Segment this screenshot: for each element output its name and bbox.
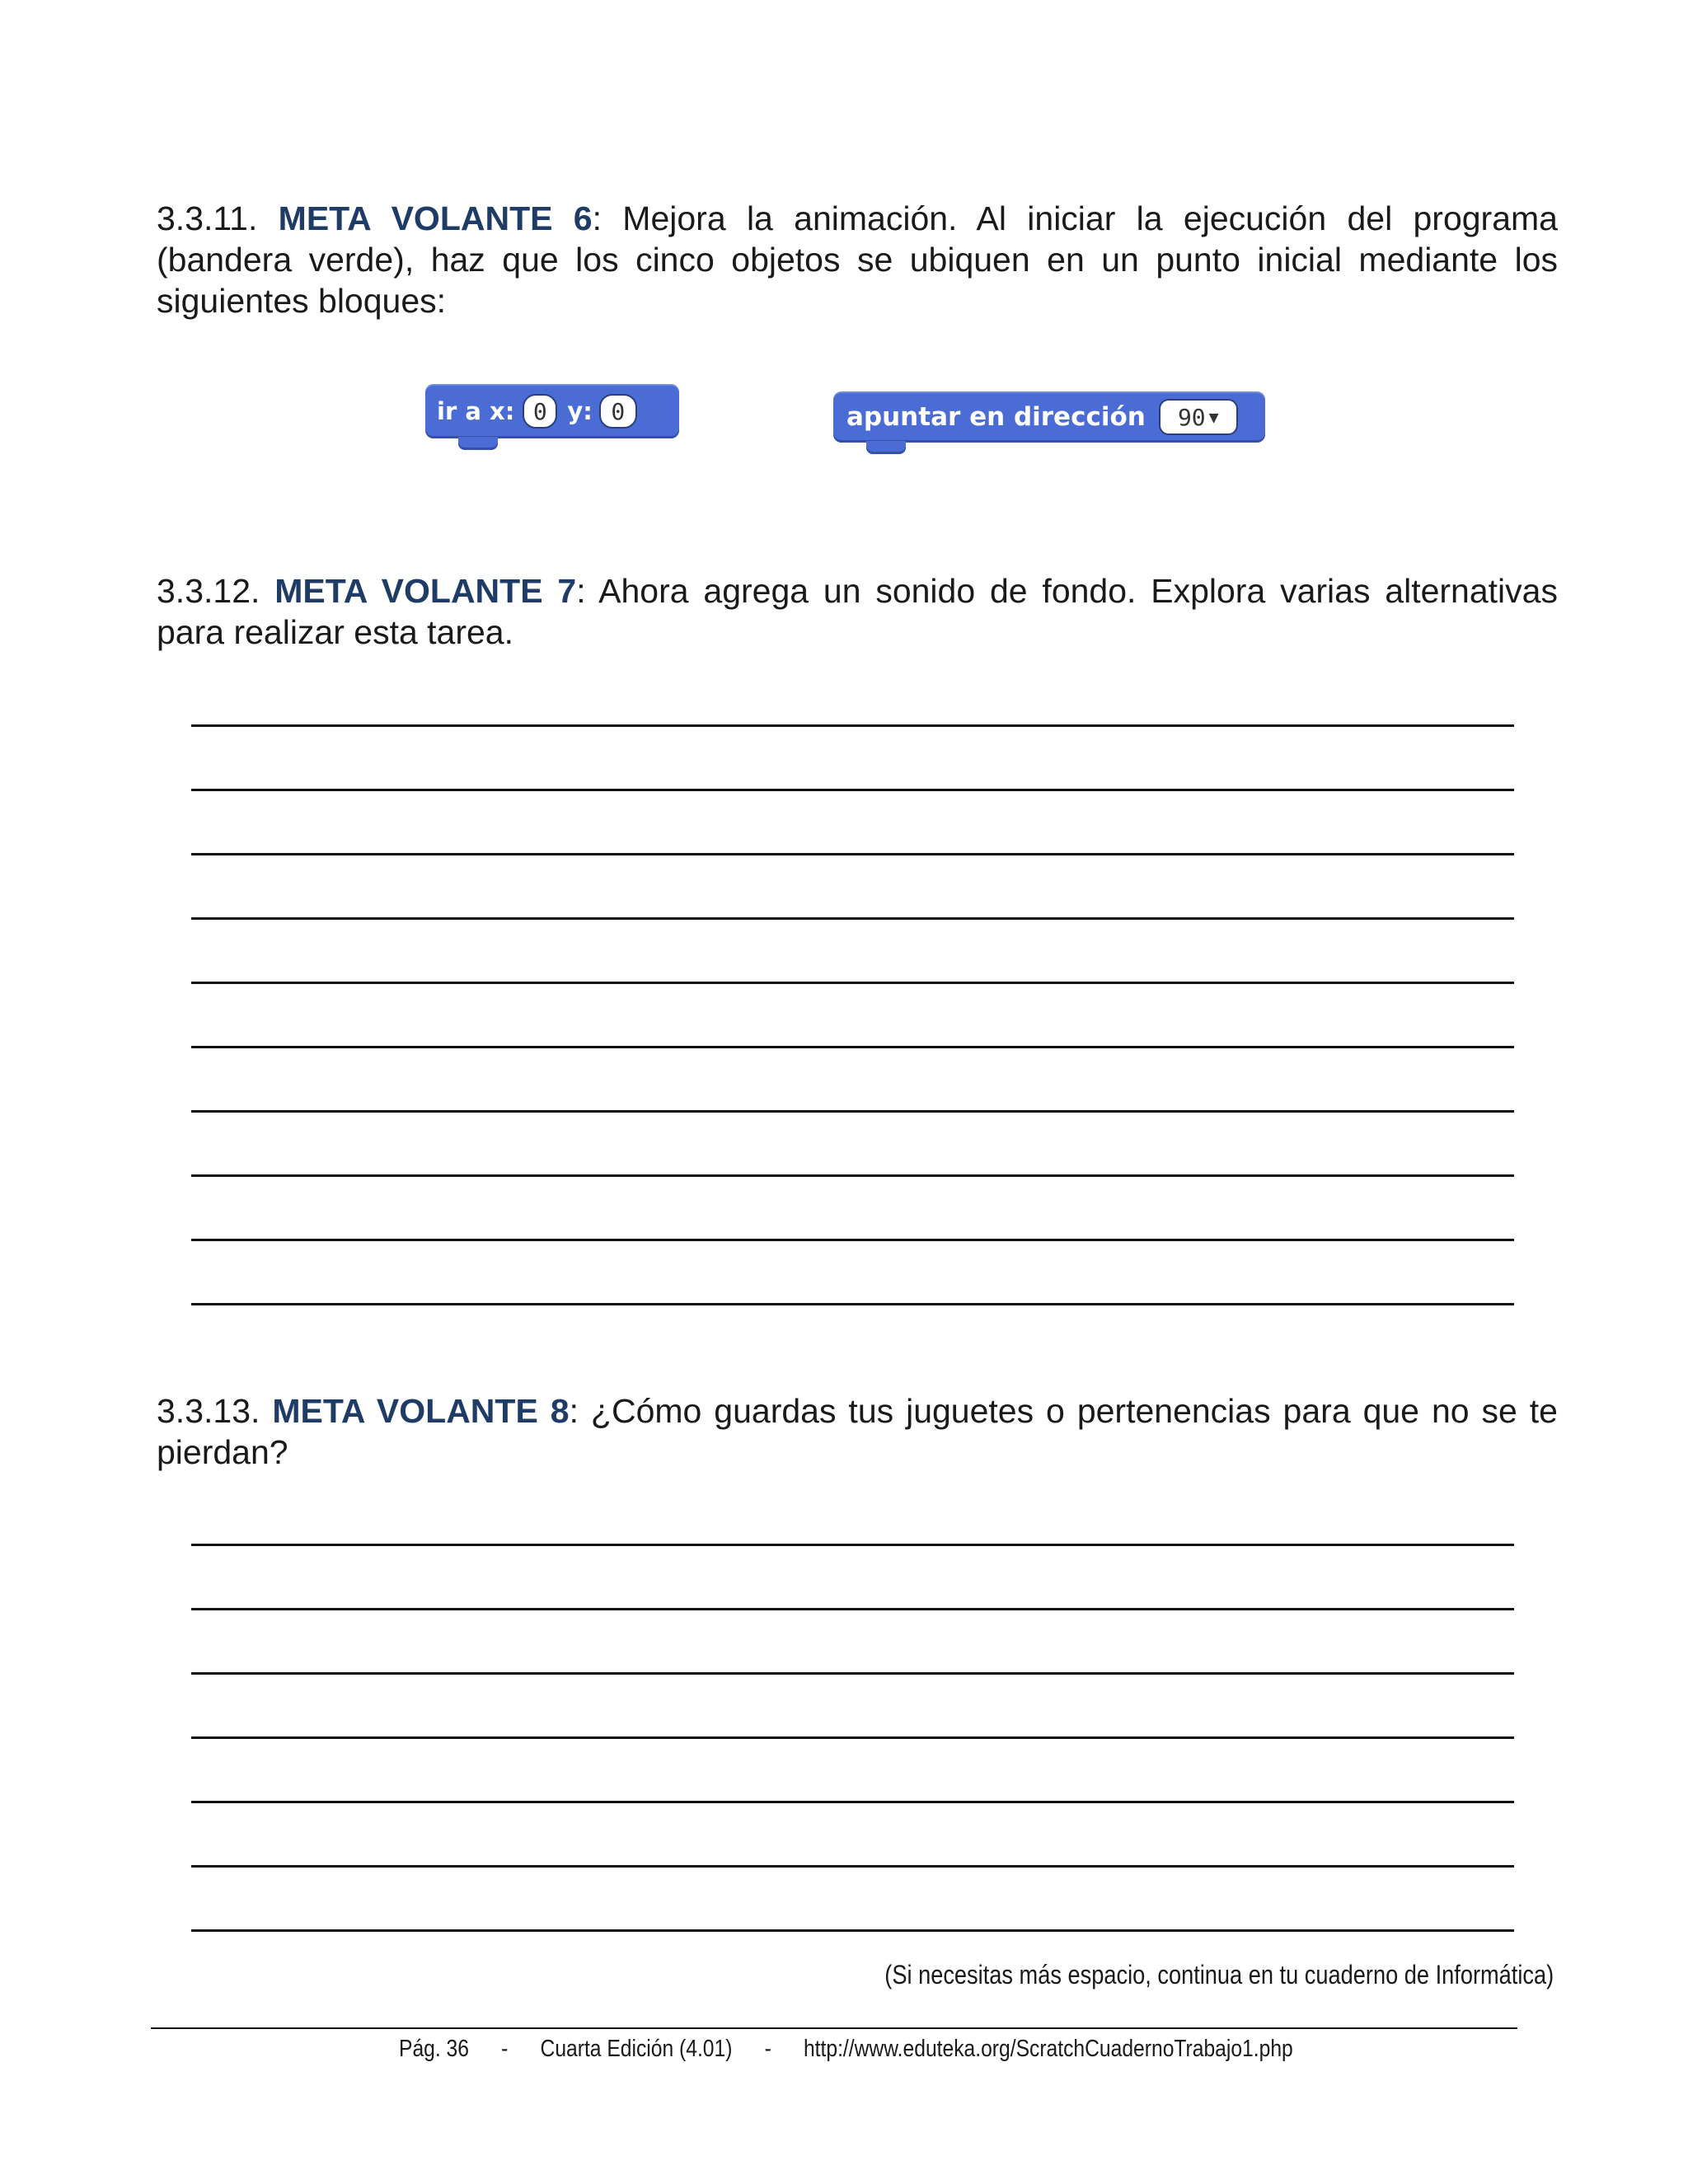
answer-line — [191, 1801, 1514, 1803]
answer-line — [191, 1239, 1514, 1241]
section-number: 3.3.13. — [157, 1392, 260, 1430]
footer-separator: - — [764, 2036, 771, 2062]
answer-line — [191, 1303, 1514, 1305]
answer-lines-7 — [191, 724, 1514, 1367]
answer-line — [191, 1110, 1514, 1113]
direction-dropdown — [1159, 399, 1238, 435]
point-direction-block — [833, 391, 1265, 443]
section-number: 3.3.12. — [157, 572, 260, 610]
point-direction-label: apuntar en dirección — [846, 402, 1146, 432]
chevron-down-icon: ▼ — [1208, 407, 1219, 427]
section-number: 3.3.11. — [157, 199, 258, 237]
answer-line — [191, 917, 1514, 920]
answer-line — [191, 1046, 1514, 1048]
goto-x-slot: 0 — [523, 394, 557, 429]
extra-space-note: (Si necesitas más espacio, continua en tu cuaderno de Informática) — [884, 1960, 1554, 1990]
section-paragraph — [157, 570, 1558, 653]
section-text: : ¿Cómo guardas tus juguetes o pertenencias para que no se te pierdan? — [157, 1392, 1558, 1471]
meta-title: META VOLANTE 8 — [272, 1392, 570, 1430]
section-3-3-12 — [157, 570, 1558, 653]
answer-line — [191, 853, 1514, 855]
answer-line — [191, 789, 1514, 791]
goto-x-label: ir a x: — [437, 397, 515, 425]
goto-y-slot: 0 — [599, 394, 637, 429]
page-footer — [399, 2036, 1320, 2063]
section-text: : Mejora la animación. Al iniciar la ejecución del programa (bandera verde), haz que los cinco objetos se ubiquen en un punto inicial mediante los siguientes bloques: — [157, 199, 1558, 320]
footer-separator: - — [501, 2036, 509, 2062]
block-notch — [458, 437, 498, 450]
answer-line — [191, 1672, 1514, 1675]
section-paragraph — [157, 1390, 1558, 1473]
answer-line — [191, 1929, 1514, 1932]
answer-line — [191, 1608, 1514, 1610]
page-number: Pág. 36 — [399, 2036, 469, 2062]
answer-line — [191, 724, 1514, 727]
answer-line — [191, 1174, 1514, 1177]
section-3-3-13 — [157, 1390, 1558, 1473]
footer-url[interactable]: http://www.eduteka.org/ScratchCuadernoTrabajo1.php — [803, 2036, 1293, 2062]
block-notch — [866, 441, 906, 454]
goto-y-label: y: — [567, 397, 593, 425]
footer-divider — [151, 2027, 1517, 2029]
meta-title: META VOLANTE 6 — [278, 199, 593, 237]
section-paragraph — [157, 198, 1558, 321]
answer-line — [191, 1544, 1514, 1546]
answer-line — [191, 982, 1514, 984]
answer-lines-8 — [191, 1544, 1514, 1994]
goto-xy-block — [425, 384, 679, 438]
answer-line — [191, 1736, 1514, 1739]
answer-line — [191, 1865, 1514, 1868]
section-text: : Ahora agrega un sonido de fondo. Explora varias alternativas para realizar esta tarea. — [157, 572, 1558, 651]
direction-value: 90 — [1177, 403, 1206, 431]
edition-label: Cuarta Edición (4.01) — [540, 2036, 733, 2062]
meta-title: META VOLANTE 7 — [274, 572, 577, 610]
section-3-3-11 — [157, 198, 1558, 321]
